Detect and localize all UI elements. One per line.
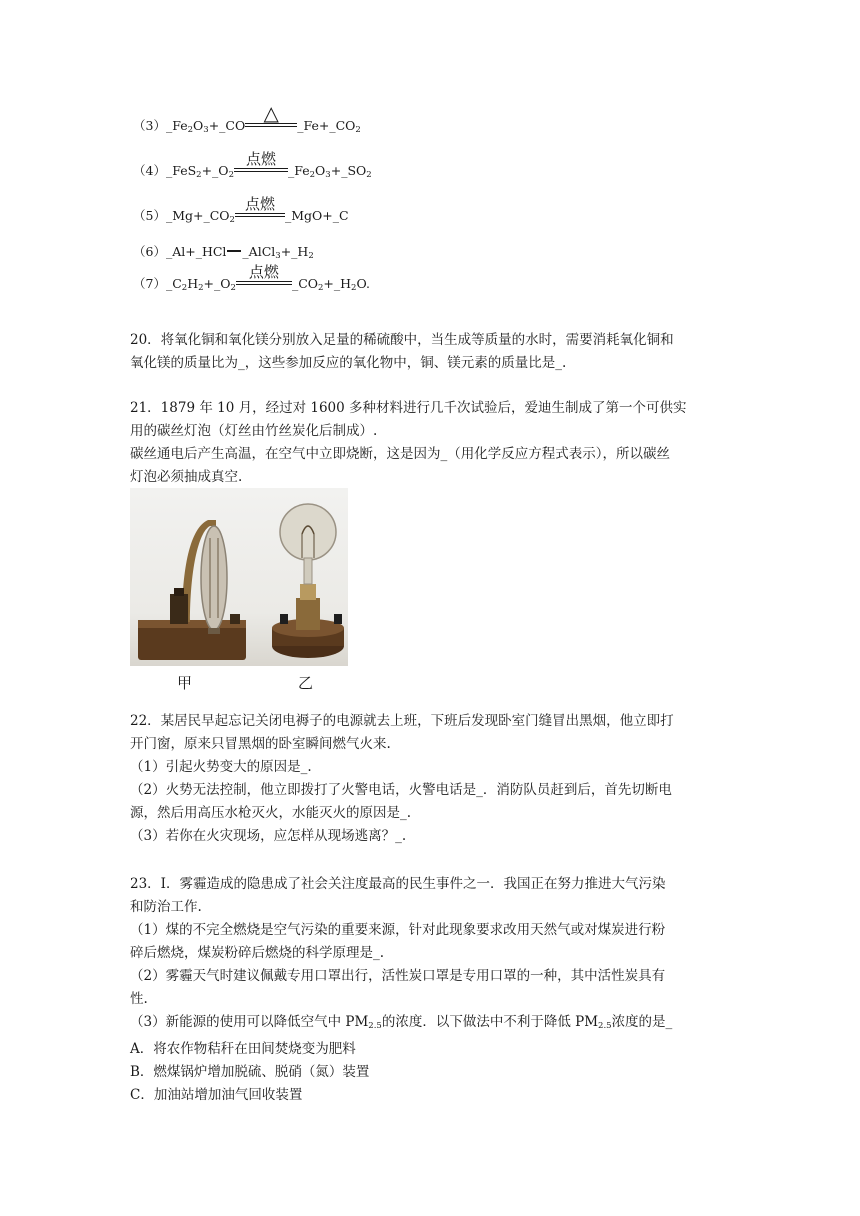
question-20: 20．将氧化铜和氧化镁分别放入足量的稀硫酸中，当生成等质量的水时，需要消耗氧化铜和 氧化镁的质量比为_，这些参加反应的氧化物中，铜、镁元素的质量比是_. xyxy=(130,332,674,371)
equation-3: $(3)\_Fe_2O_3+\_CO$ △ $\_Fe+\_CO_2$ xyxy=(133,101,361,135)
equation-6: （6）_Al+_HCl $\_AlCl_3+\_H_2$ xyxy=(133,244,314,261)
option-a: A．将农作物秸秆在田间焚烧变为肥料 xyxy=(130,1041,356,1057)
reaction-condition xyxy=(245,101,297,134)
caption-a: 甲 xyxy=(177,674,193,692)
question-23-part-3: （3）新能源的使用可以降低空气中 $PM_{2.5}$的浓度．以下做法中不利于降低 $PM_{2.5}$浓度的是_ xyxy=(130,1014,673,1031)
equation-7: $(7)\_C_2H_2+\_O_2$ 点燃 $\_CO_2+\_H_2O$. xyxy=(133,263,370,293)
reaction-dash xyxy=(227,250,241,252)
caption-b: 乙 xyxy=(298,674,314,692)
edison-bulbs-photo xyxy=(130,488,348,666)
heat-triangle-icon: △ xyxy=(263,101,279,125)
equation-4: $(4)\_FeS_2+\_O_2$ 点燃 $\_Fe_2O_3+\_SO_2$ xyxy=(133,150,372,180)
lamps-illustration xyxy=(130,488,348,666)
option-c: C．加油站增加油气回收装置 xyxy=(130,1087,303,1103)
question-21: 21．1879 年 10 月，经过对 1600 多种材料进行几千次试验后，爱迪生制成了第一个可供实 用的碳丝灯泡（灯丝由竹丝炭化后制成）. 碳丝通电后产生高温，在空气中立即烧断，这是因为_（用化学反应方程式表示），所以碳丝 灯泡必须抽成真空. xyxy=(130,400,687,485)
lamp-b-bulb xyxy=(280,504,336,560)
question-22: 22．某居民早起忘记关闭电褥子的电源就去上班，下班后发现卧室门缝冒出黑烟，他立即打 开门窗，原来只冒黑烟的卧室瞬间燃气火来. （1）引起火势变大的原因是_. （2）火势无法控制，他立即拨打了火警电话，火警电话是_．消防队员赶到后，首先切断电 源，然后用高压水枪灭火，水能灭火的原因是_. （3）若你在火灾现场，应怎样从现场逃离？_. xyxy=(130,713,674,844)
reaction-condition: 点燃 xyxy=(234,163,288,179)
reaction-condition: 点燃 xyxy=(235,208,285,224)
equation-5: $(5)\_Mg+\_CO_2$ 点燃 _MgO+_C xyxy=(133,195,349,225)
question-23: 23．Ⅰ．雾霾造成的隐患成了社会关注度最高的民生事件之一．我国正在努力推进大气污染 和防治工作. （1）煤的不完全燃烧是空气污染的重要来源，针对此现象要求改用天然气或对煤炭进行粉 碎后燃烧，煤炭粉碎后燃烧的科学原理是_. （2）雾霾天气时建议佩戴专用口罩出行，活性炭口罩是专用口罩的一种，其中活性炭具有 性. （3）新能源的使用可以降低空气中 $PM_{2.5}$的浓度．以下做法中不利于降低 $PM_{2.5}$浓度的是_ A．将农作物秸秆在田间焚烧变为肥料 B．燃煤锅炉增加脱硫、脱硝（氮）装置 C．加油站增加油气回收装置 xyxy=(130,873,730,1107)
lamp-a-bulb xyxy=(201,526,227,630)
reaction-condition: 点燃 xyxy=(236,276,292,292)
option-b: B．燃煤锅炉增加脱硫、脱硝（氮）装置 xyxy=(130,1064,370,1080)
